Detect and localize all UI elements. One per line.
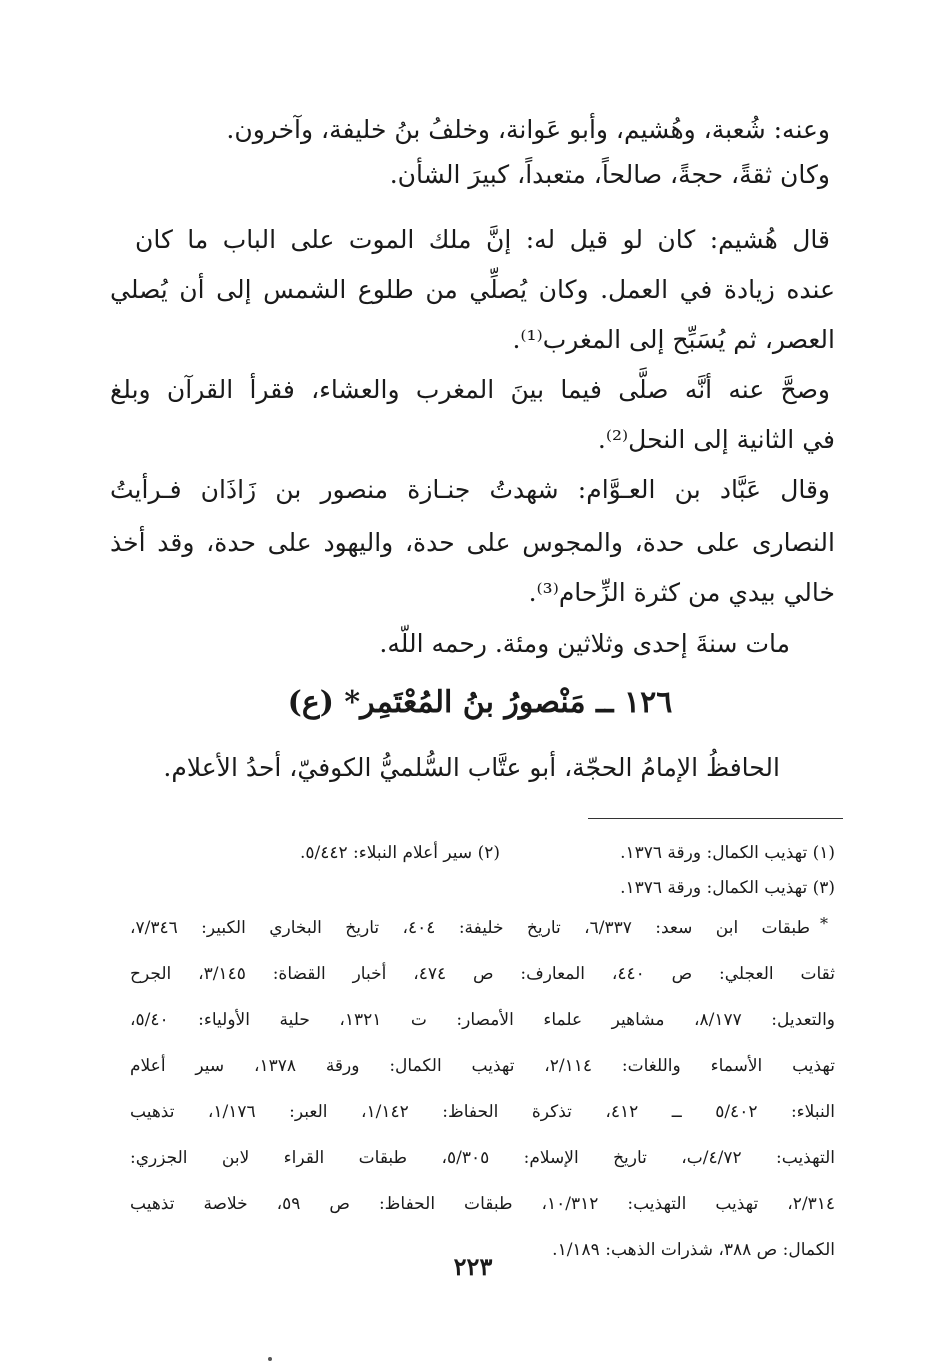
footnote-2: (٢) سير أعلام النبلاء: ٥/٤٤٢. bbox=[299, 843, 500, 863]
footnote-divider bbox=[588, 818, 843, 819]
sources-line-7: ٢/٣١٤، تهذيب التهذيب: ١٠/٣١٢، طبقات الحفاظ: ص ٥٩، خلاصة تذهيب bbox=[130, 1194, 835, 1214]
sources-line-6: التهذيب: ٤/٧٢/ب، تاريخ الإسلام: ٥/٣٠٥، طبقات القراء لابن الجزري: bbox=[130, 1148, 835, 1168]
body-line-2: وكان ثقةً، حجةً، صالحاً، متعبداً، كبيرَ الشأن. bbox=[389, 160, 830, 189]
body-line-7: في الثانية إلى النحل⁽²⁾. bbox=[597, 425, 835, 454]
body-line-6: وصحَّ عنه أنَّه صلَّى فيما بينَ المغرب والعشاء، فقرأ القرآن وبلغ bbox=[110, 375, 830, 404]
footnote-3: (٣) تهذيب الكمال: ورقة ١٣٧٦. bbox=[620, 878, 835, 898]
body-line-11: مات سنةَ إحدى وثلاثين ومئة. رحمه اللّه. bbox=[379, 629, 790, 658]
sources-asterisk: * bbox=[820, 914, 828, 933]
sources-line-8: الكمال: ص ٣٨٨، شذرات الذهب: ١/١٨٩. bbox=[552, 1240, 835, 1260]
sources-line-4: تهذيب الأسماء واللغات: ٢/١١٤، تهذيب الكمال: ورقة ١٣٧٨، سير أعلام bbox=[130, 1056, 835, 1076]
sources-line-1: طبقات ابن سعد: ٦/٣٣٧، تاريخ خليفة: ٤٠٤، تاريخ البخاري الكبير: ٧/٣٤٦، bbox=[130, 918, 810, 938]
sources-line-3: والتعديل: ٨/١٧٧، مشاهير علماء الأمصار: ت ١٣٢١، حلية الأولياء: ٥/٤٠، bbox=[130, 1010, 836, 1030]
speck-mark bbox=[268, 1357, 272, 1361]
page-number: ٢٢٣ bbox=[453, 1252, 493, 1281]
body-line-1: وعنه: شُعبة، وهُشيم، وأبو عَوانة، وخلفُ بنُ خليفة، وآخرون. bbox=[226, 115, 830, 144]
entry-heading: ١٢٦ ــ مَنْصورُ بنُ المُعْتَمِر* (ع) bbox=[287, 685, 673, 720]
body-line-4: عنده زيادة في العمل. وكان يُصلِّي من طلوع الشمس إلى أن يُصلي bbox=[110, 275, 835, 304]
body-line-8: وقال عَبَّاد بن العـوَّام: شهدتُ جنـازة منصور بن زَاذَان فـرأيتُ bbox=[110, 475, 830, 504]
body-line-3: قال هُشيم: كان لو قيل له: إنَّ ملك الموت على الباب ما كان bbox=[135, 225, 830, 254]
body-line-9: النصارى على حدة، والمجوس على حدة، واليهود على حدة، وقد أخذ bbox=[110, 528, 835, 557]
body-line-5: العصر، ثم يُسَبِّح إلى المغرب⁽¹⁾. bbox=[512, 325, 835, 354]
sources-line-5: النبلاء: ٥/٤٠٢ ــ ٤١٢، تذكرة الحفاظ: ١/١٤٢، العبر: ١/١٧٦، تذهيب bbox=[130, 1102, 835, 1122]
entry-intro: الحافظُ الإمامُ الحجّة، أبو عتَّاب السُّلميُّ الكوفيّ، أحدُ الأعلام. bbox=[163, 753, 780, 782]
footnote-1: (١) تهذيب الكمال: ورقة ١٣٧٦. bbox=[620, 843, 835, 863]
body-line-10: خالي بيدي من كثرة الزِّحام⁽³⁾. bbox=[528, 578, 835, 607]
sources-line-2: ثقات العجلي: ص ٤٤٠، المعارف: ص ٤٧٤، أخبار القضاة: ٣/١٤٥، الجرح bbox=[130, 964, 835, 984]
